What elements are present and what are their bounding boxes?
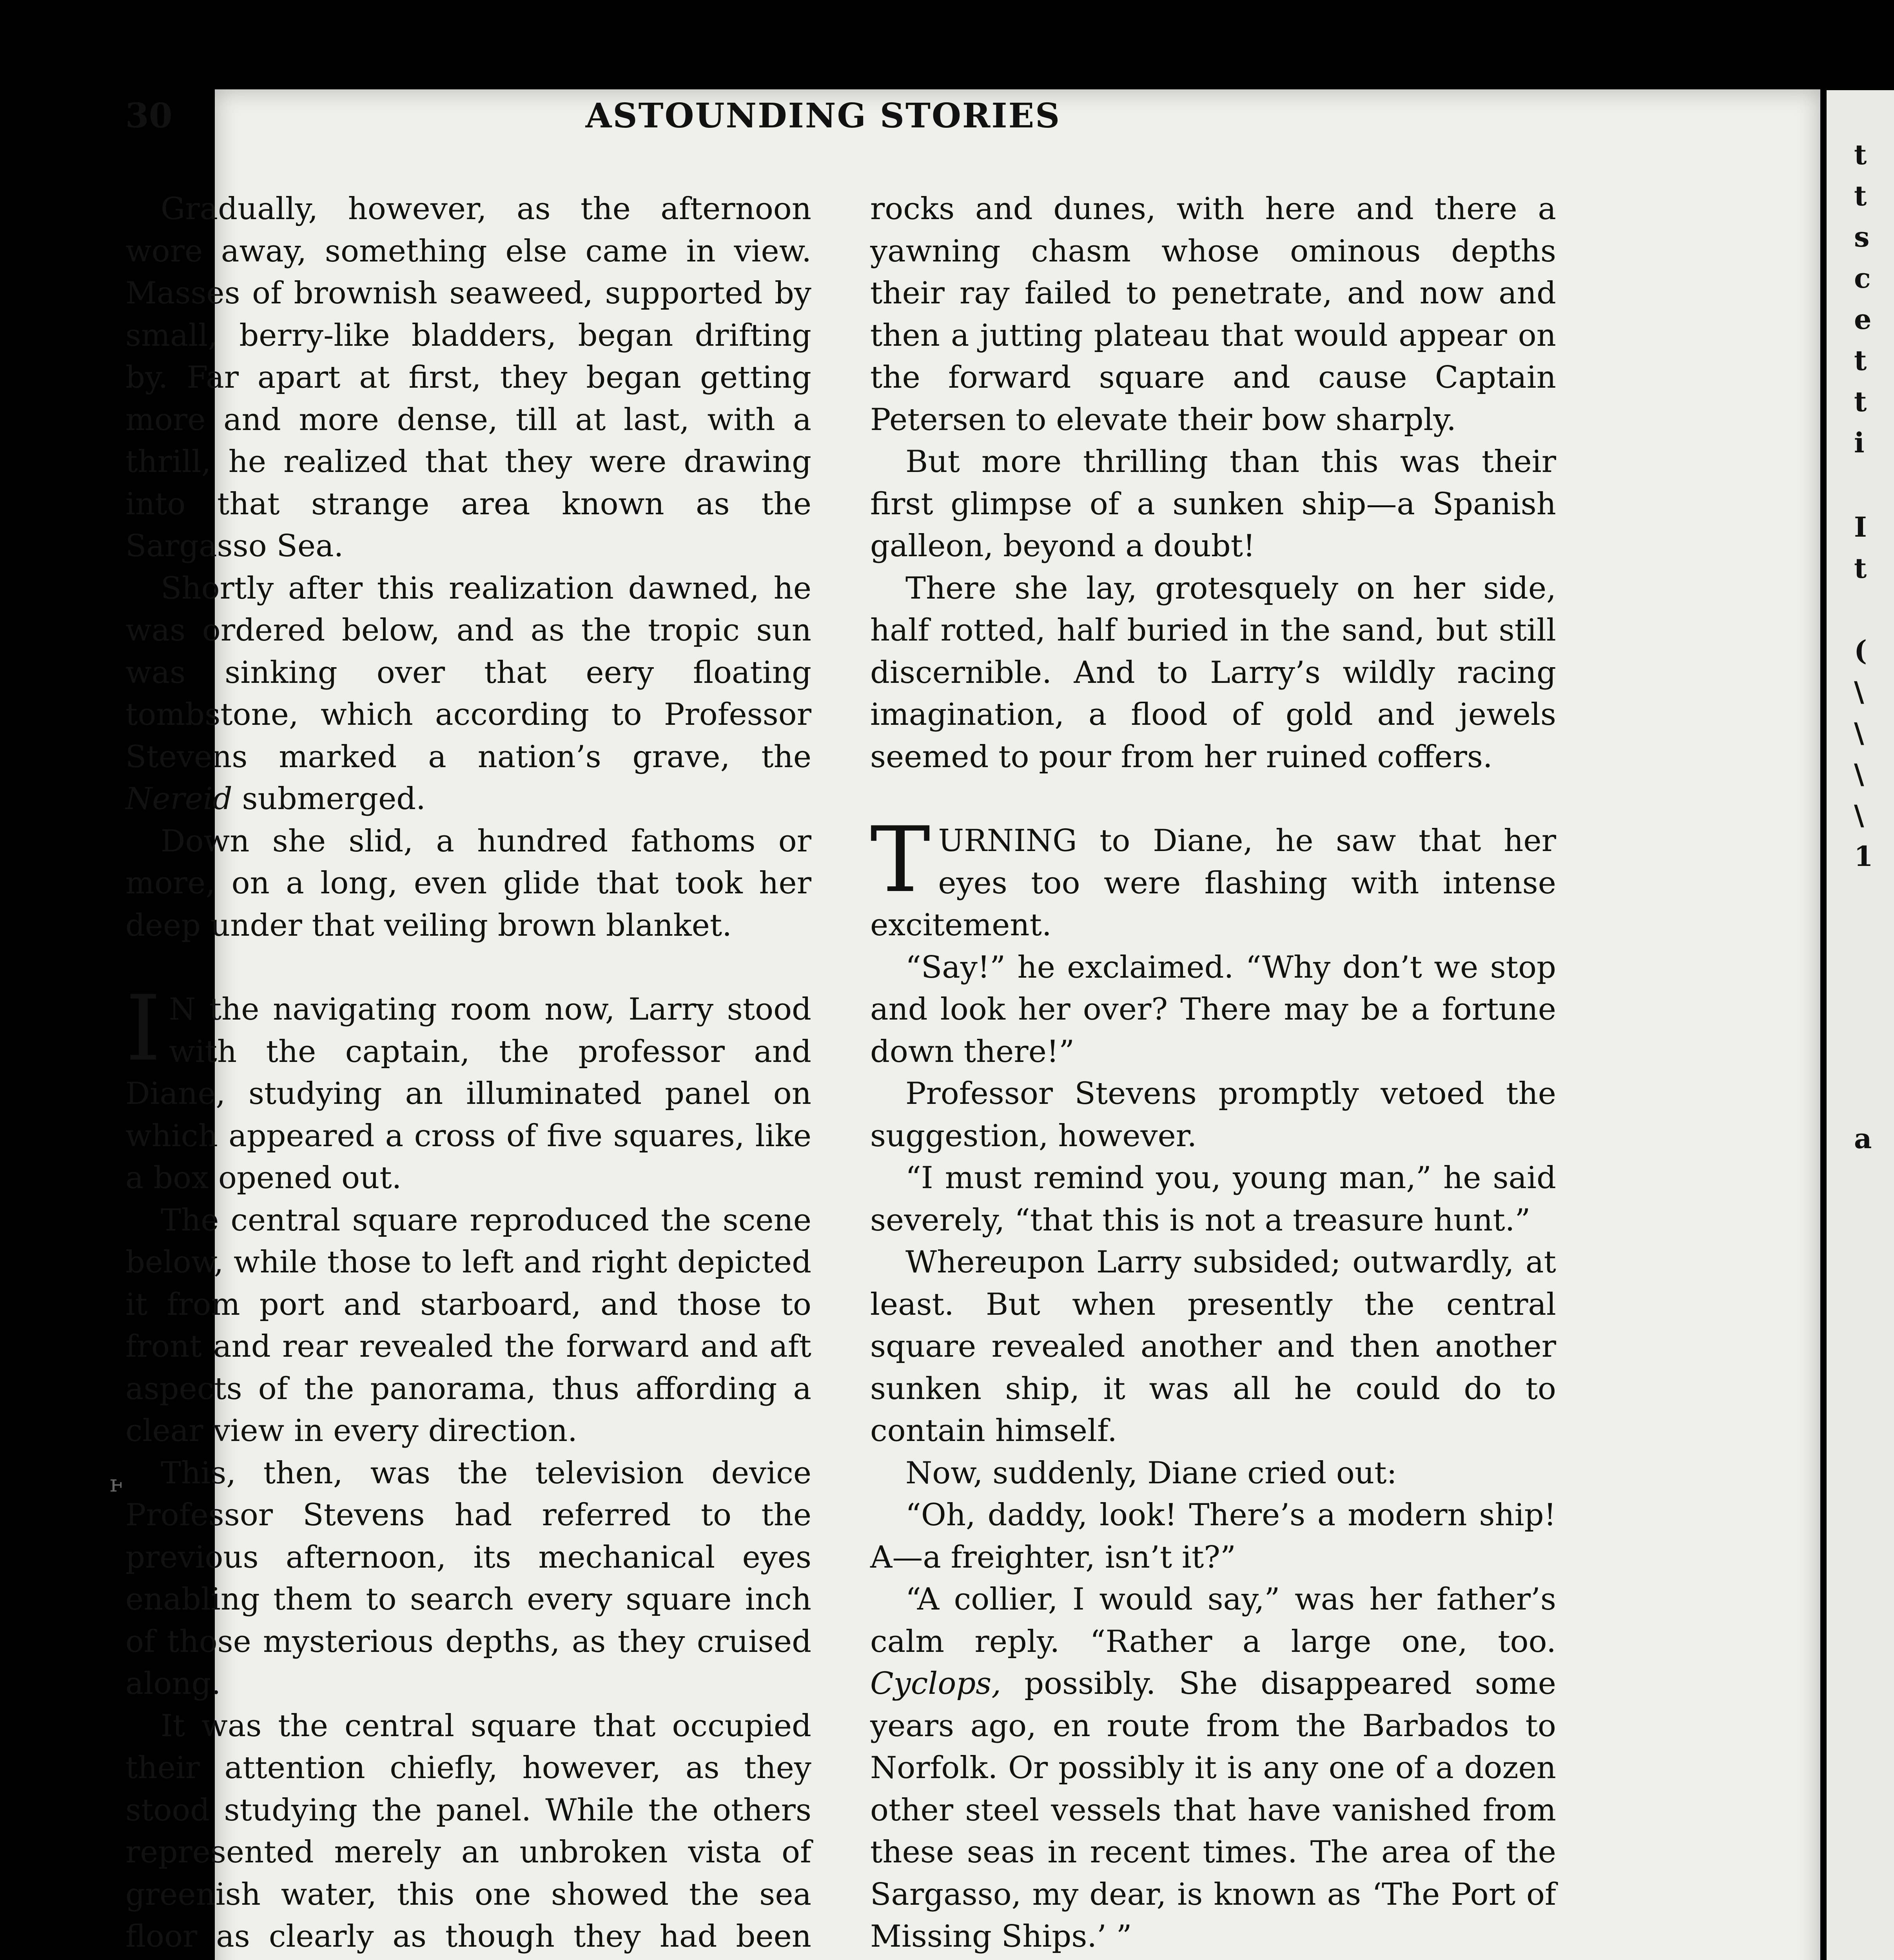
ship-name: Cyclops, [870, 1666, 1001, 1701]
adjacent-page-fragment: 1 [1854, 840, 1873, 873]
paragraph: The central square reproduced the scene below, while those to left and right depicted it from port and starboard, and those to front and rear revealed the forward and aft aspects of the panorama, thus affording a clear view in every direction. [125, 1202, 811, 1448]
ship-name: Nereid [125, 781, 232, 817]
adjacent-page-fragment: e [1854, 303, 1872, 336]
print-speck: ⱶ [110, 1470, 123, 1497]
adjacent-page-fragment: a [1854, 1122, 1872, 1155]
adjacent-page-fragment: t [1854, 385, 1867, 418]
adjacent-page-fragment: c [1854, 262, 1871, 294]
adjacent-page-fragment: \ [1854, 717, 1864, 749]
adjacent-page-fragment: t [1854, 552, 1867, 584]
drop-cap: I [125, 976, 161, 1081]
paragraph: Now, suddenly, Diane cried out: [905, 1455, 1397, 1491]
right-text-column [870, 188, 1556, 1960]
adjacent-page-fragment: t [1854, 138, 1867, 171]
paragraph-with-drop-cap: TURNING to Diane, he saw that her eyes too were flashing with intense excitement. [870, 808, 1556, 943]
adjacent-page-fragment: \ [1854, 675, 1864, 708]
running-head: ASTOUNDING STORIES [585, 96, 1061, 136]
paragraph [870, 1958, 1556, 1960]
drop-cap: T [870, 808, 931, 913]
adjacent-page-edge [1827, 90, 1894, 1960]
paragraph: “A collier, I would say,” was her father’s calm reply. “Rather a large one, too. Cyclops, possibly. She disappeared some years ago, en route from the Barbados to Norfolk. Or possibly it is any one of a dozen other steel vessels that have vanished from these seas in recent times. The area of the Sargasso, my dear, is known as ‘The Port of Missing Ships.’ ” [870, 1582, 1556, 1954]
paragraph: Professor Stevens promptly vetoed the suggestion, however. [870, 1076, 1556, 1154]
adjacent-page-fragment: i [1854, 426, 1865, 459]
adjacent-page-fragment: s [1854, 221, 1870, 253]
adjacent-page-fragment: ( [1854, 634, 1867, 667]
paragraph: But more thrilling than this was their first glimpse of a sunken ship—a Spanish galleon, beyond a doubt! [870, 444, 1556, 564]
adjacent-page-fragment: I [1854, 511, 1867, 543]
paragraph-continued: rocks and dunes, with here and there a yawning chasm whose ominous depths their ray failed to penetrate, and now and then a jutting plateau that would appear on the forward square and cause Captain Petersen to elevate their bow sharply. [870, 191, 1556, 437]
page-number: 30 [125, 96, 172, 136]
paragraph: It was the central square that occupied their attention chiefly, however, as they stood studying the panel. While the others represented merely an unbroken vista of greenish water, this one showed the sea floor as clearly as though they had been [125, 1708, 811, 1954]
adjacent-page-fragment: t [1854, 344, 1867, 377]
paragraph: “I must remind you, young man,” he said severely, “that this is not a treasure hunt.” [870, 1160, 1556, 1238]
paragraph: There she lay, grotesquely on her side, half rotted, half buried in the sand, but still discernible. And to Larry’s wildly racing imagination, a flood of gold and jewels seemed to pour from her ruined coffers. [870, 570, 1556, 775]
adjacent-page-fragment: \ [1854, 758, 1864, 790]
adjacent-page-fragment: t [1854, 180, 1867, 212]
paragraph: This, then, was the television device Professor Stevens had referred to the previous afternoon, its mechanical eyes enabling them to search every square inch of those mysterious depths, as they cruised along. [125, 1455, 811, 1701]
left-text-column [125, 188, 811, 1960]
paragraph: Down she slid, a hundred fathoms or more, on a long, even glide that took her deep under that veiling brown blanket. [125, 823, 811, 943]
paragraph: “Oh, daddy, look! There’s a modern ship! A—a freighter, isn’t it?” [870, 1497, 1556, 1575]
adjacent-page-fragment: \ [1854, 799, 1864, 831]
paragraph: Shortly after this realization dawned, he was ordered below, and as the tropic sun was sinking over that eery floating tombstone, which according to Professor Stevens marked a nation’s grave, the Nereid submerged. [125, 570, 811, 817]
paragraph-with-drop-cap: I N the navigating room now, Larry stood with the captain, the professor and Diane, studying an illuminated panel on which appeared a cross of five squares, like a box opened out. [125, 976, 811, 1196]
paragraph: “Say!” he exclaimed. “Why don’t we stop and look her over? There may be a fortune down there!” [870, 949, 1556, 1069]
paragraph: Gradually, however, as the afternoon wore away, something else came in view. Masses of brownish seaweed, supported by small, berry-like bladders, began drifting by. Far apart at first, they began getting more and more dense, till at last, with a thrill, he realized that they were drawing into that strange area known as the Sargasso Sea. [125, 191, 811, 564]
paragraph: Whereupon Larry subsided; outwardly, at least. But when presently the central square revealed another and then another sunken ship, it was all he could do to contain himself. [870, 1245, 1556, 1448]
